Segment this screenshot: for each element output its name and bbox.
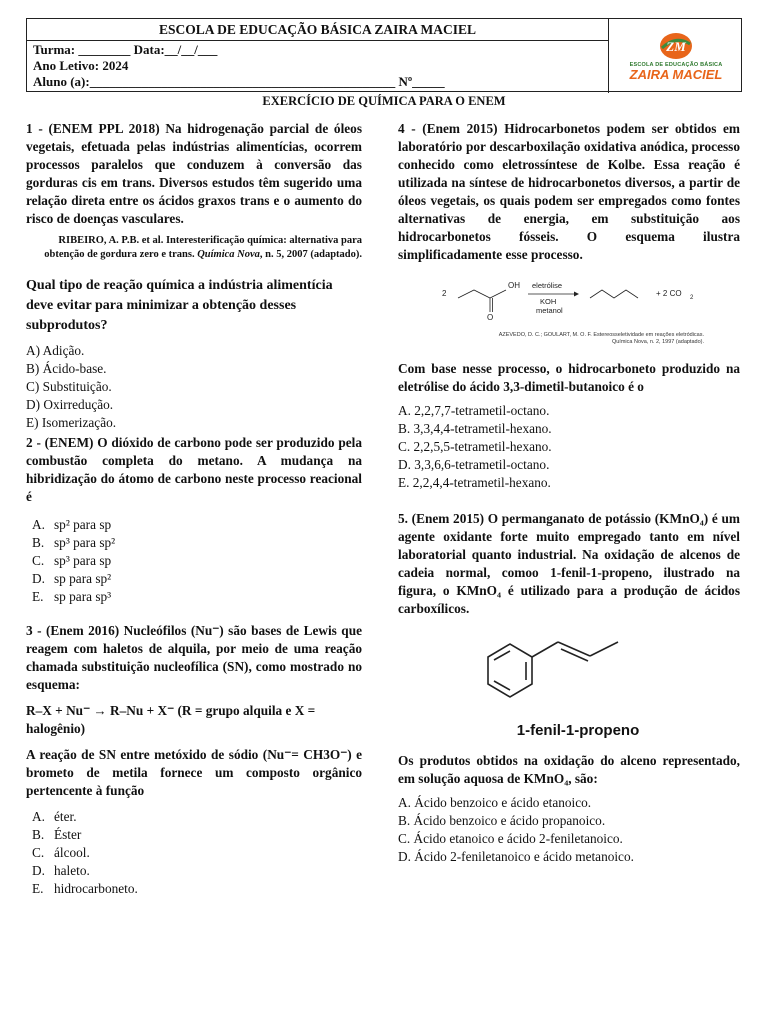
class-date-field: Turma: ________ Data:__/__/___ — [33, 42, 218, 57]
q4-question: Com base nesse processo, o hidrocarboneto produzido na eletrólise do ácido 3,3-dimetil-butanoico é o — [398, 361, 740, 394]
scheme-below-arrow-1: KOH — [540, 297, 557, 306]
q4-option-e[interactable]: E. 2,2,4,4-tetrametil-hexano. — [398, 475, 551, 490]
q3-option-c[interactable]: C. álcool. — [32, 845, 90, 860]
question-5 — [398, 510, 740, 866]
question-4 — [398, 120, 740, 492]
q3-stem: 3 - (Enem 2016) Nucleófilos (Nu⁻) são bases de Lewis que reagem com haletos de alquila, por meio de uma reação chamada substituição nucleofílica (SN), como mostrado no esquema: — [26, 623, 362, 692]
school-name: ESCOLA DE EDUCAÇÃO BÁSICA ZAIRA MACIEL — [27, 19, 609, 41]
logo-mark-text: ZM — [666, 39, 686, 54]
q5-option-a[interactable]: A. Ácido benzoico e ácido etanoico. — [398, 795, 592, 810]
scheme-above-arrow: eletrólise — [532, 281, 563, 290]
q1-option-b[interactable]: B) Ácido-base. — [26, 361, 107, 376]
student-info — [27, 41, 609, 93]
q2-option-c[interactable]: C. sp³ para sp — [32, 553, 112, 568]
q4-option-a[interactable]: A. 2,2,7,7-tetrametil-octano. — [398, 403, 550, 418]
scheme-below-arrow-2: metanol — [536, 306, 563, 315]
q1-ref-authors: RIBEIRO, A. P.B. et al. Interesterificação química: alternativa para obtenção de gordura zero e trans. — [44, 235, 362, 260]
school-year-field: Ano Letivo: 2024 — [33, 58, 129, 73]
q2-stem: 2 - (ENEM) O dióxido de carbono pode ser produzido pela combustão completa do metano. A mudança na hibridização do átomo de carbono neste processo reacional é — [26, 435, 362, 504]
header-table — [26, 18, 742, 92]
q4-options — [398, 402, 740, 492]
q5-question: Os produtos obtidos na oxidação do alceno representado, em solução aquosa de KMnO₄, são: — [398, 753, 740, 786]
q5-option-c[interactable]: C. Ácido etanoico e ácido 2-feniletanoico. — [398, 831, 623, 846]
q2-option-d[interactable]: D. sp para sp² — [32, 571, 112, 586]
student-name-field: Aluno (a):_______________________________________________ Nº_____ — [33, 74, 445, 89]
q1-options — [26, 342, 362, 432]
q1-option-d[interactable]: D) Oxirredução. — [26, 397, 114, 412]
logo-subtitle: ESCOLA DE EDUCAÇÃO BÁSICA — [629, 62, 723, 68]
scheme-coefficient: 2 — [442, 289, 447, 298]
logo-title: ZAIRA MACIEL — [629, 67, 723, 82]
q3-option-e[interactable]: E. hidrocarboneto. — [32, 881, 138, 896]
q2-option-b[interactable]: B. sp³ para sp² — [32, 535, 116, 550]
q1-option-a[interactable]: A) Adição. — [26, 343, 85, 358]
q3-option-d[interactable]: D. haleto. — [32, 863, 90, 878]
question-1 — [26, 120, 362, 432]
scheme-product: + 2 CO — [656, 289, 682, 298]
q3-equation: R–X + Nu⁻ → R–Nu + X⁻ (R = grupo alquila e X = halogênio) — [26, 703, 316, 736]
school-logo — [609, 19, 743, 93]
q3-option-b[interactable]: B. Éster — [32, 827, 82, 842]
q1-ref-journal: Química Nova — [197, 249, 260, 260]
q3-options — [26, 808, 362, 898]
scheme-caption-line-1: AZEVEDO, D. C.; GOULART, M. O. F. Estereosseletividade em reações eletródicas. — [498, 332, 704, 338]
q3-question: A reação de SN entre metóxido de sódio (Nu⁻= CH3O⁻) e brometo de metila fornece um composto orgânico pertencente à função — [26, 747, 362, 798]
q1-reference — [26, 234, 362, 262]
left-column — [26, 120, 362, 898]
q4-stem: 4 - (Enem 2015) Hidrocarbonetos podem ser obtidos em laboratório por descarboxilação oxidativa anódica, processo conhecido como eletrossíntese de Kolbe. Essa reação é utilizada na síntese de hidrocarbonetos diversos, a partir de óleos vegetais, os quais podem ser empregados como fontes alternativas de energia, em substituição aos hidrocarbonetos fósseis. O esquema ilustra simplificadamente esse processo. — [398, 121, 740, 262]
logo-emblem-icon — [658, 31, 694, 61]
q5-option-d[interactable]: D. Ácido 2-feniletanoico e ácido metanoico. — [398, 849, 634, 864]
q1-ref-tail: , n. 5, 2007 (adaptado). — [259, 249, 362, 260]
right-column — [398, 120, 740, 866]
page-title: EXERCÍCIO DE QUÍMICA PARA O ENEM — [262, 94, 506, 108]
q4-option-b[interactable]: B. 3,3,4,4-tetrametil-hexano. — [398, 421, 552, 436]
scheme-caption-line-2: Química Nova, n. 2, 1997 (adaptado). — [611, 339, 704, 345]
molecule-label: 1-fenil-1-propeno — [516, 722, 640, 739]
question-2 — [26, 434, 362, 606]
q4-option-c[interactable]: C. 2,2,5,5-tetrametil-hexano. — [398, 439, 552, 454]
question-3 — [26, 622, 362, 898]
scheme-oh: OH — [508, 281, 520, 290]
scheme-product-sub: 2 — [690, 295, 694, 301]
phenylpropene-structure-figure — [458, 622, 698, 742]
q1-question: Qual tipo de reação química a indústria alimentícia deve evitar para minimizar a obtenção desses subprodutos? — [26, 278, 333, 333]
q3-option-a[interactable]: A. éter. — [32, 809, 77, 824]
kolbe-scheme-figure — [428, 274, 728, 336]
q5-option-b[interactable]: B. Ácido benzoico e ácido propanoico. — [398, 813, 606, 828]
q4-option-d[interactable]: D. 3,3,6,6-tetrametil-octano. — [398, 457, 550, 472]
q2-option-e[interactable]: E. sp para sp³ — [32, 589, 112, 604]
q5-options — [398, 794, 740, 866]
q1-option-c[interactable]: C) Substituição. — [26, 379, 112, 394]
q5-stem: 5. (Enem 2015) O permanganato de potássio (KMnO₄) é um agente oxidante forte muito empregado tanto em nível laboratorial quanto industrial. Na oxidação de alcenos de cadeia normal, comoo 1-fenil-1-propeno, ilustrado na figura, o KMnO₄ é utilizado para a produção de ácidos carboxílicos. — [398, 511, 740, 616]
q2-options — [26, 516, 362, 606]
q2-option-a[interactable]: A. sp² para sp — [32, 517, 112, 532]
scheme-o: O — [487, 313, 494, 322]
q1-stem: 1 - (ENEM PPL 2018) Na hidrogenação parcial de óleos vegetais, efetuada pelas indústrias alimentícias, ocorrem processos paralelos que conduzem à conversão das gorduras cis em trans. Diversos estudos têm sugerido uma relação direta entre os ácidos graxos trans e o aumento do risco de doenças vasculares. — [26, 121, 362, 226]
q1-option-e[interactable]: E) Isomerização. — [26, 415, 117, 430]
